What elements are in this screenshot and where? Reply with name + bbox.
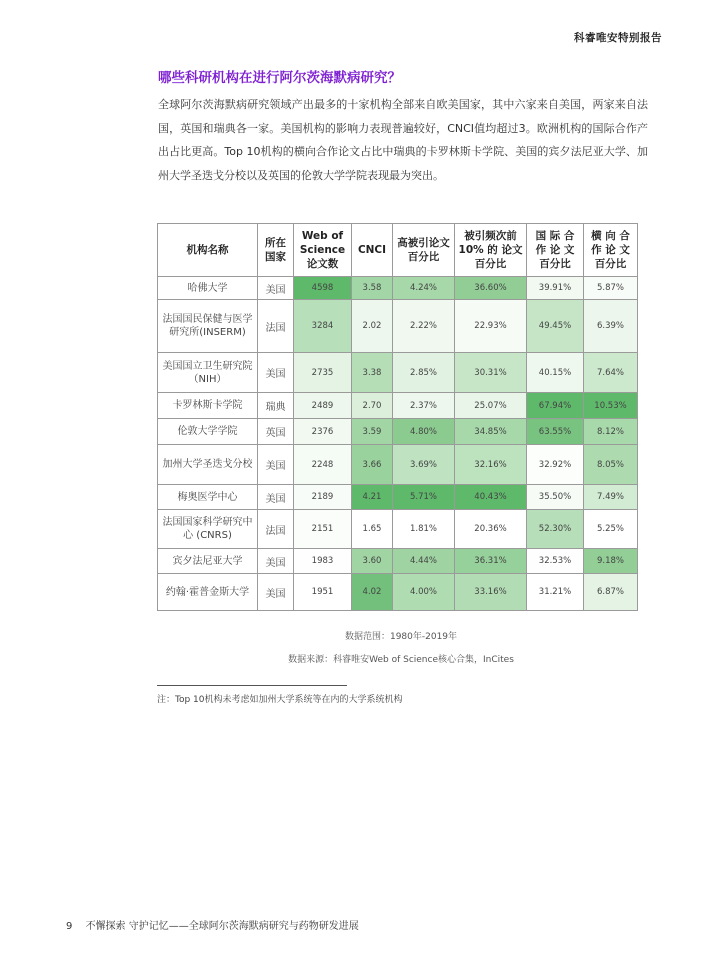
page-number: 9 (66, 921, 73, 932)
wos-count: 2735 (294, 353, 352, 393)
intl-collab-pct: 67.94% (527, 393, 584, 419)
wos-count: 2376 (294, 419, 352, 445)
section-paragraph: 全球阿尔茨海默病研究领域产出最多的十家机构全部来自欧美国家，其中六家来自美国，两家来自法国，英国和瑞典各一家。美国机构的影响力表现普遍较好，CNCI值均超过3。欧洲机构的国际合作产出占比更高。Top 10机构的横向合作论文占比中瑞典的卡罗林斯卡学院、美国的宾夕法尼亚大学、加州大学圣迭戈分校以及英国的伦敦大学学院表现最为突出。 (158, 98, 648, 182)
horizontal-collab-pct: 7.49% (584, 485, 638, 510)
wos-count: 2489 (294, 393, 352, 419)
data-range: 数据范围：1980年-2019年 (344, 632, 458, 642)
institution-name: 宾夕法尼亚大学 (158, 549, 258, 574)
top10-pct: 22.93% (455, 300, 527, 353)
horizontal-collab-pct: 10.53% (584, 393, 638, 419)
wos-count: 4598 (294, 277, 352, 300)
horizontal-collab-pct: 5.25% (584, 510, 638, 549)
institution-name: 加州大学圣迭戈分校 (158, 445, 258, 485)
country: 瑞典 (258, 393, 294, 419)
page-footer (66, 917, 359, 932)
highly-cited-pct: 4.44% (393, 549, 455, 574)
note-divider (157, 685, 347, 686)
top10-pct: 20.36% (455, 510, 527, 549)
highly-cited-pct: 3.69% (393, 445, 455, 485)
horizontal-collab-pct: 6.87% (584, 574, 638, 611)
top10-pct: 32.16% (455, 445, 527, 485)
top10-pct: 25.07% (455, 393, 527, 419)
table-row (158, 510, 638, 549)
top10-pct: 36.31% (455, 549, 527, 574)
wos-count: 2189 (294, 485, 352, 510)
header-intl-collab: 国 际 合 作 论 文 百分比 (527, 224, 584, 277)
highly-cited-pct: 4.24% (393, 277, 455, 300)
country: 美国 (258, 277, 294, 300)
table-row (158, 393, 638, 419)
intl-collab-pct: 49.45% (527, 300, 584, 353)
table-row (158, 574, 638, 611)
institution-table (157, 223, 638, 611)
highly-cited-pct: 4.80% (393, 419, 455, 445)
wos-count: 3284 (294, 300, 352, 353)
intl-collab-pct: 35.50% (527, 485, 584, 510)
horizontal-collab-pct: 8.12% (584, 419, 638, 445)
institution-name: 约翰·霍普金斯大学 (158, 574, 258, 611)
wos-count: 1951 (294, 574, 352, 611)
top10-pct: 36.60% (455, 277, 527, 300)
cnci-value: 2.70 (352, 393, 393, 419)
footnote: 注：Top 10机构未考虑如加州大学系统等在内的大学系统机构 (157, 695, 403, 705)
table-row (158, 300, 638, 353)
intl-collab-pct: 40.15% (527, 353, 584, 393)
country: 法国 (258, 300, 294, 353)
top10-pct: 40.43% (455, 485, 527, 510)
intl-collab-pct: 39.91% (527, 277, 584, 300)
institution-name: 法国国民保健与医学研究所(INSERM) (158, 300, 258, 353)
header-highly-cited: 高被引论文百分比 (393, 224, 455, 277)
table-row (158, 445, 638, 485)
country: 美国 (258, 574, 294, 611)
intl-collab-pct: 32.53% (527, 549, 584, 574)
country: 法国 (258, 510, 294, 549)
wos-count: 1983 (294, 549, 352, 574)
header-wos-papers: Web of Science 论文数 (294, 224, 352, 277)
horizontal-collab-pct: 6.39% (584, 300, 638, 353)
data-source: 数据来源：科睿唯安Web of Science核心合集，InCites (288, 655, 514, 665)
header-institution: 机构名称 (158, 224, 258, 277)
top10-pct: 30.31% (455, 353, 527, 393)
intl-collab-pct: 31.21% (527, 574, 584, 611)
highly-cited-pct: 5.71% (393, 485, 455, 510)
country: 英国 (258, 419, 294, 445)
cnci-value: 2.02 (352, 300, 393, 353)
report-brand-label: 科睿唯安特别报告 (574, 32, 662, 44)
table-row (158, 485, 638, 510)
table-row (158, 277, 638, 300)
institution-name: 梅奥医学中心 (158, 485, 258, 510)
header-country: 所在国家 (258, 224, 294, 277)
country: 美国 (258, 353, 294, 393)
header-cnci: CNCI (352, 224, 393, 277)
country: 美国 (258, 549, 294, 574)
section-title: 哪些科研机构在进行阿尔茨海默病研究？ (158, 70, 401, 86)
highly-cited-pct: 2.22% (393, 300, 455, 353)
cnci-value: 4.02 (352, 574, 393, 611)
country: 美国 (258, 445, 294, 485)
institution-name: 法国国家科学研究中心 (CNRS) (158, 510, 258, 549)
horizontal-collab-pct: 7.64% (584, 353, 638, 393)
highly-cited-pct: 2.85% (393, 353, 455, 393)
cnci-value: 1.65 (352, 510, 393, 549)
country: 美国 (258, 485, 294, 510)
cnci-value: 3.38 (352, 353, 393, 393)
wos-count: 2151 (294, 510, 352, 549)
top10-pct: 34.85% (455, 419, 527, 445)
cnci-value: 3.58 (352, 277, 393, 300)
highly-cited-pct: 2.37% (393, 393, 455, 419)
header-horizontal-collab: 横 向 合 作 论 文 百分比 (584, 224, 638, 277)
cnci-value: 3.60 (352, 549, 393, 574)
cnci-value: 4.21 (352, 485, 393, 510)
intl-collab-pct: 32.92% (527, 445, 584, 485)
table-row (158, 353, 638, 393)
top10-pct: 33.16% (455, 574, 527, 611)
institution-name: 哈佛大学 (158, 277, 258, 300)
institution-name: 卡罗林斯卡学院 (158, 393, 258, 419)
horizontal-collab-pct: 9.18% (584, 549, 638, 574)
intl-collab-pct: 52.30% (527, 510, 584, 549)
highly-cited-pct: 1.81% (393, 510, 455, 549)
highly-cited-pct: 4.00% (393, 574, 455, 611)
table-row (158, 419, 638, 445)
header-top10-percent: 被引频次前10% 的 论文百分比 (455, 224, 527, 277)
intl-collab-pct: 63.55% (527, 419, 584, 445)
institution-name: 伦敦大学学院 (158, 419, 258, 445)
cnci-value: 3.59 (352, 419, 393, 445)
wos-count: 2248 (294, 445, 352, 485)
cnci-value: 3.66 (352, 445, 393, 485)
table-header-row (158, 224, 638, 277)
horizontal-collab-pct: 8.05% (584, 445, 638, 485)
institution-name: 美国国立卫生研究院（NIH） (158, 353, 258, 393)
horizontal-collab-pct: 5.87% (584, 277, 638, 300)
table-row (158, 549, 638, 574)
publication-title: 不懈探索 守护记忆——全球阿尔茨海默病研究与药物研发进展 (85, 921, 359, 932)
